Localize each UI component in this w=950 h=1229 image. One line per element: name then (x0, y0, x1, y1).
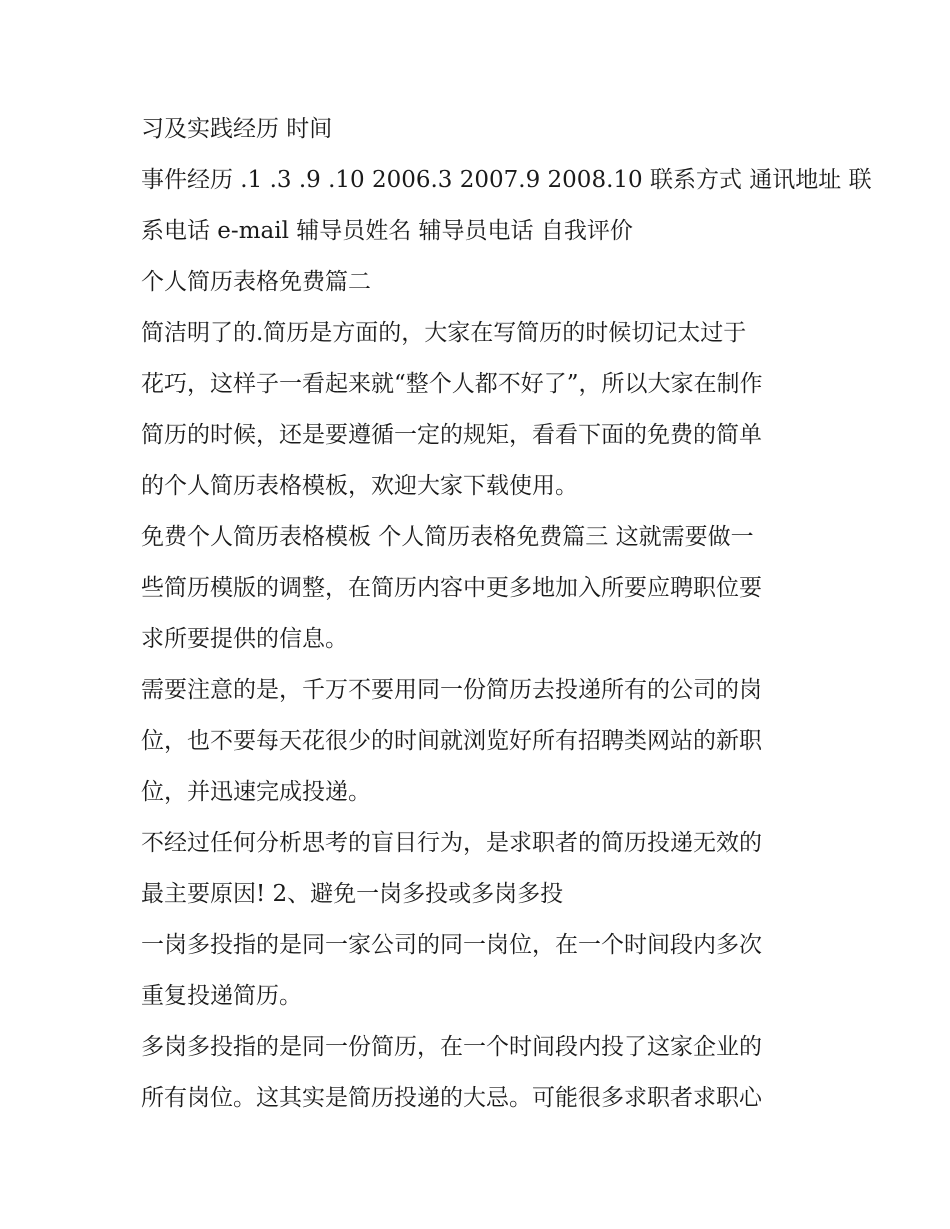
text-line: 不经过任何分析思考的盲目行为，是求职者的简历投递无效的 (141, 830, 762, 856)
text-line: 系电话 e-mail 辅导员姓名 辅导员电话 自我评价 (141, 218, 633, 244)
text-line: 求所要提供的信息。 (141, 626, 348, 652)
text-line: 一岗多投指的是同一家公司的同一岗位，在一个时间段内多次 (141, 932, 762, 958)
text-line: 最主要原因! 2、避免一岗多投或多岗多投 (141, 881, 564, 907)
text-line: 些简历模版的调整，在简历内容中更多地加入所要应聘职位要 (141, 575, 762, 601)
text-line: 的个人简历表格模板，欢迎大家下载使用。 (141, 473, 578, 499)
text-line: 免费个人简历表格模板 个人简历表格免费篇三 这就需要做一 (141, 524, 754, 550)
text-line: 需要注意的是，千万不要用同一份简历去投递所有的公司的岗 (141, 677, 762, 703)
text-line: 简洁明了的.简历是方面的，大家在写简历的时候切记太过于 (141, 320, 747, 346)
text-line: 事件经历 .1 .3 .9 .10 2006.3 2007.9 2008.10 联系方式 通讯地址 联 (141, 167, 872, 193)
text-line: 位，也不要每天花很少的时间就浏览好所有招聘类网站的新职 (141, 728, 762, 754)
text-line: 所有岗位。这其实是简历投递的大忌。可能很多求职者求职心 (141, 1085, 762, 1111)
text-line: 位，并迅速完成投递。 (141, 779, 371, 805)
text-line: 花巧，这样子一看起来就“整个人都不好了”，所以大家在制作 (141, 371, 763, 397)
text-line: 习及实践经历 时间 (141, 116, 333, 142)
text-line: 多岗多投指的是同一份简历，在一个时间段内投了这家企业的 (141, 1034, 762, 1060)
text-line: 重复投递简历。 (141, 983, 302, 1009)
section-heading: 个人简历表格免费篇二 (141, 269, 371, 295)
text-line: 简历的时候，还是要遵循一定的规矩，看看下面的免费的简单 (141, 422, 762, 448)
document-body (141, 104, 872, 1124)
